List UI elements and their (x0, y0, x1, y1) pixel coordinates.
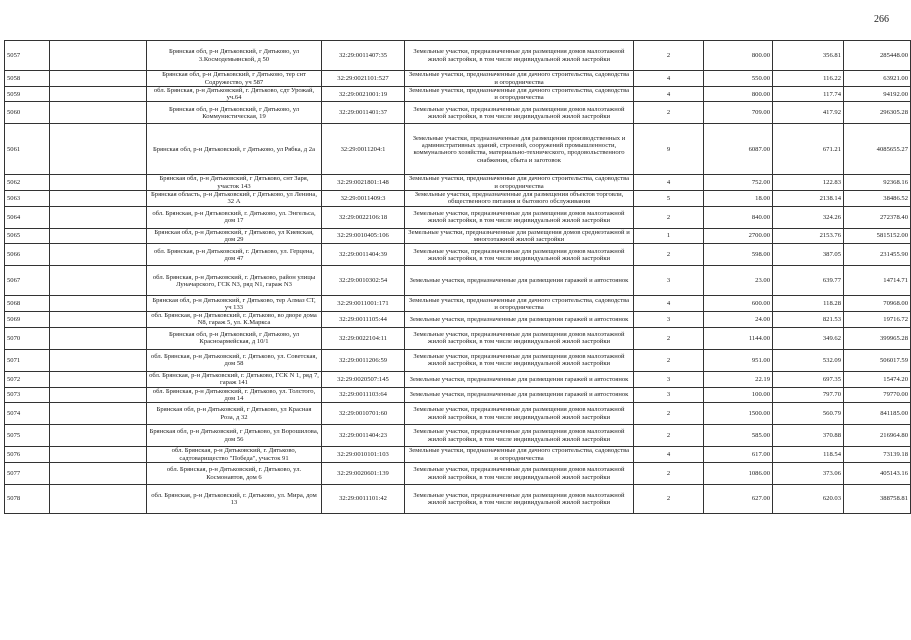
address-cell: обл. Брянская, р-н Дятьковский, г. Дятьково, ул. Советская, дом 58 (147, 349, 322, 371)
cadastral-value-cell: 73139.18 (844, 447, 911, 463)
group-cell: 2 (634, 327, 704, 349)
land-plot-table (4, 40, 911, 514)
land-use-cell: Земельные участки, предназначенные для размещения домов малоэтажной жилой застройки, в том числе индивидуальной жилой застройки (405, 425, 634, 447)
row-number: 5069 (5, 312, 50, 327)
unit-value-cell: 349.62 (773, 327, 844, 349)
land-use-cell: Земельные участки, предназначенные для дачного строительства, садоводства и огородничества (405, 87, 634, 102)
cadastral-value-cell: 285448.00 (844, 41, 911, 71)
cadastral-value-cell: 19716.72 (844, 312, 911, 327)
land-use-cell: Земельные участки, предназначенные для размещения производственных и административных зданий, строений, сооружений промышленности, коммунального хозяйства, материально-технического, продовольственного снабжения, сбыта и заготовок (405, 124, 634, 175)
cadastral-value-cell: 92368.16 (844, 175, 911, 190)
area-cell: 1086.00 (704, 463, 773, 485)
address-cell: Брянская обл, р-н Дятьковский, г Дятьково, ул Коммунистическая, 19 (147, 102, 322, 124)
land-use-cell: Земельные участки, предназначенные для дачного строительства, садоводства и огородничества (405, 71, 634, 87)
cadastral-value-cell: 216964.80 (844, 425, 911, 447)
unit-value-cell: 117.74 (773, 87, 844, 102)
table-row (5, 175, 911, 190)
address-cell: обл. Брянская, р-н Дятьковский, г. Дятьково, ул. Мира, дом 13 (147, 485, 322, 514)
table-row (5, 228, 911, 243)
row-number: 5059 (5, 87, 50, 102)
blank-cell (50, 349, 147, 371)
table-row (5, 41, 911, 71)
cadastral-number-cell: 32:29:0011101:42 (322, 485, 405, 514)
unit-value-cell: 122.83 (773, 175, 844, 190)
address-cell: Брянская обл, р-н Дятьковский, г Дятьково, ул Ворошилова, дом 56 (147, 425, 322, 447)
area-cell: 24.00 (704, 312, 773, 327)
table-row (5, 463, 911, 485)
cadastral-value-cell: 4085655.27 (844, 124, 911, 175)
unit-value-cell: 532.09 (773, 349, 844, 371)
cadastral-value-cell: 94192.00 (844, 87, 911, 102)
row-number: 5076 (5, 447, 50, 463)
cadastral-number-cell: 32:29:0011001:171 (322, 296, 405, 312)
group-cell: 3 (634, 312, 704, 327)
land-use-cell: Земельные участки, предназначенные для размещения домов среднеэтажной и многоэтажной жилой застройки (405, 228, 634, 243)
row-number: 5073 (5, 387, 50, 402)
table-row (5, 447, 911, 463)
group-cell: 4 (634, 447, 704, 463)
address-cell: Брянская обл, р-н Дятьковский, г Дятьково, ул Красноармейская, д 10/1 (147, 327, 322, 349)
cadastral-number-cell: 32:29:0011401:37 (322, 102, 405, 124)
area-cell: 1144.00 (704, 327, 773, 349)
area-cell: 709.00 (704, 102, 773, 124)
table-row (5, 71, 911, 87)
group-cell: 2 (634, 403, 704, 425)
blank-cell (50, 41, 147, 71)
area-cell: 550.00 (704, 71, 773, 87)
table-row (5, 206, 911, 228)
cadastral-number-cell: 32:29:0021101:527 (322, 71, 405, 87)
group-cell: 4 (634, 87, 704, 102)
group-cell: 5 (634, 190, 704, 206)
row-number: 5060 (5, 102, 50, 124)
blank-cell (50, 124, 147, 175)
area-cell: 100.00 (704, 387, 773, 402)
table-row (5, 124, 911, 175)
land-use-cell: Земельные участки, предназначенные для размещения домов малоэтажной жилой застройки, в том числе индивидуальной жилой застройки (405, 102, 634, 124)
blank-cell (50, 403, 147, 425)
blank-cell (50, 87, 147, 102)
unit-value-cell: 2153.76 (773, 228, 844, 243)
group-cell: 2 (634, 41, 704, 71)
cadastral-number-cell: 32:29:0010302:54 (322, 266, 405, 296)
address-cell: Брянская обл, р-н Дятьковский, г Дятьково, ул Киевская, дом 29 (147, 228, 322, 243)
group-cell: 3 (634, 371, 704, 387)
blank-cell (50, 266, 147, 296)
cadastral-number-cell: 32:29:0022106:18 (322, 206, 405, 228)
land-use-cell: Земельные участки, предназначенные для размещения домов малоэтажной жилой застройки, в том числе индивидуальной жилой застройки (405, 463, 634, 485)
address-cell: Брянская обл, р-н Дятьковский, г Дятьково, ул Рябка, д 2а (147, 124, 322, 175)
cadastral-number-cell: 32:29:0011103:64 (322, 387, 405, 402)
table-row (5, 403, 911, 425)
row-number: 5072 (5, 371, 50, 387)
cadastral-value-cell: 15474.20 (844, 371, 911, 387)
address-cell: Брянская обл, р-н Дятьковский, г Дятьково, ул 3.Космодемьянской, д 50 (147, 41, 322, 71)
table-row (5, 387, 911, 402)
area-cell: 22.19 (704, 371, 773, 387)
address-cell: Брянская обл, р-н Дятьковский, г Дятьково, снт Заря, участок 143 (147, 175, 322, 190)
area-cell: 627.00 (704, 485, 773, 514)
unit-value-cell: 324.26 (773, 206, 844, 228)
row-number: 5078 (5, 485, 50, 514)
group-cell: 2 (634, 206, 704, 228)
group-cell: 4 (634, 296, 704, 312)
blank-cell (50, 312, 147, 327)
cadastral-value-cell: 79770.00 (844, 387, 911, 402)
group-cell: 4 (634, 71, 704, 87)
blank-cell (50, 206, 147, 228)
blank-cell (50, 175, 147, 190)
table-row (5, 87, 911, 102)
page-number: 266 (874, 14, 889, 25)
group-cell: 3 (634, 387, 704, 402)
area-cell: 600.00 (704, 296, 773, 312)
unit-value-cell: 697.35 (773, 371, 844, 387)
land-use-cell: Земельные участки, предназначенные для размещения домов малоэтажной жилой застройки, в том числе индивидуальной жилой застройки (405, 349, 634, 371)
table-row (5, 190, 911, 206)
blank-cell (50, 327, 147, 349)
blank-cell (50, 387, 147, 402)
land-use-cell: Земельные участки, предназначенные для размещения домов малоэтажной жилой застройки, в том числе индивидуальной жилой застройки (405, 327, 634, 349)
area-cell: 18.00 (704, 190, 773, 206)
table-body (5, 41, 911, 514)
row-number: 5068 (5, 296, 50, 312)
row-number: 5062 (5, 175, 50, 190)
unit-value-cell: 387.05 (773, 244, 844, 266)
area-cell: 752.00 (704, 175, 773, 190)
group-cell: 1 (634, 228, 704, 243)
blank-cell (50, 190, 147, 206)
cadastral-value-cell: 841185.00 (844, 403, 911, 425)
blank-cell (50, 102, 147, 124)
land-use-cell: Земельные участки, предназначенные для размещения домов малоэтажной жилой застройки, в том числе индивидуальной жилой застройки (405, 485, 634, 514)
area-cell: 598.00 (704, 244, 773, 266)
cadastral-number-cell: 32:29:0011407:35 (322, 41, 405, 71)
unit-value-cell: 797.70 (773, 387, 844, 402)
row-number: 5066 (5, 244, 50, 266)
cadastral-number-cell: 32:29:0011206:59 (322, 349, 405, 371)
unit-value-cell: 417.92 (773, 102, 844, 124)
address-cell: обл. Брянская, р-н Дятьковский, г. Дятьково, ул. Космонавтов, дом 6 (147, 463, 322, 485)
cadastral-number-cell: 32:29:0022104:11 (322, 327, 405, 349)
cadastral-number-cell: 32:29:0020507:145 (322, 371, 405, 387)
cadastral-number-cell: 32:29:0021001:19 (322, 87, 405, 102)
blank-cell (50, 71, 147, 87)
table-row (5, 371, 911, 387)
address-cell: обл. Брянская, р-н Дятьковский, г. Дятьково, ул. Герцена, дом 47 (147, 244, 322, 266)
blank-cell (50, 371, 147, 387)
row-number: 5075 (5, 425, 50, 447)
cadastral-number-cell: 32:29:0020601:139 (322, 463, 405, 485)
row-number: 5074 (5, 403, 50, 425)
area-cell: 840.00 (704, 206, 773, 228)
area-cell: 800.00 (704, 41, 773, 71)
cadastral-value-cell: 63921.00 (844, 71, 911, 87)
cadastral-value-cell: 399965.28 (844, 327, 911, 349)
area-cell: 2700.00 (704, 228, 773, 243)
cadastral-number-cell: 32:29:0010101:103 (322, 447, 405, 463)
area-cell: 617.00 (704, 447, 773, 463)
address-cell: обл. Брянская, р-н Дятьковский, г. Дятьково, садтоварищество "Победа", участок 91 (147, 447, 322, 463)
unit-value-cell: 620.03 (773, 485, 844, 514)
land-use-cell: Земельные участки, предназначенные для размещения домов малоэтажной жилой застройки, в том числе индивидуальной жилой застройки (405, 403, 634, 425)
unit-value-cell: 116.22 (773, 71, 844, 87)
cadastral-number-cell: 32:29:0021801:148 (322, 175, 405, 190)
group-cell: 9 (634, 124, 704, 175)
group-cell: 2 (634, 102, 704, 124)
land-use-cell: Земельные участки, предназначенные для размещения домов малоэтажной жилой застройки, в том числе индивидуальной жилой застройки (405, 244, 634, 266)
group-cell: 2 (634, 463, 704, 485)
unit-value-cell: 639.77 (773, 266, 844, 296)
group-cell: 2 (634, 244, 704, 266)
cadastral-value-cell: 272378.40 (844, 206, 911, 228)
land-use-cell: Земельные участки, предназначенные для размещения домов малоэтажной жилой застройки, в том числе индивидуальной жилой застройки (405, 41, 634, 71)
group-cell: 2 (634, 485, 704, 514)
unit-value-cell: 356.81 (773, 41, 844, 71)
unit-value-cell: 118.28 (773, 296, 844, 312)
group-cell: 2 (634, 349, 704, 371)
table-row (5, 349, 911, 371)
unit-value-cell: 373.06 (773, 463, 844, 485)
cadastral-value-cell: 296305.28 (844, 102, 911, 124)
cadastral-number-cell: 32:29:0010405:106 (322, 228, 405, 243)
group-cell: 4 (634, 175, 704, 190)
address-cell: Брянская обл, р-н Дятьковский, г Дятьково, тер снт Содружество, уч 587 (147, 71, 322, 87)
row-number: 5067 (5, 266, 50, 296)
land-use-cell: Земельные участки, предназначенные для размещения домов малоэтажной жилой застройки, в том числе индивидуальной жилой застройки (405, 206, 634, 228)
cadastral-number-cell: 32:29:0011404:23 (322, 425, 405, 447)
cadastral-number-cell: 32:29:0011204:1 (322, 124, 405, 175)
row-number: 5065 (5, 228, 50, 243)
land-use-cell: Земельные участки, предназначенные для дачного строительства, садоводства и огородничества (405, 175, 634, 190)
unit-value-cell: 370.88 (773, 425, 844, 447)
cadastral-number-cell: 32:29:0011409:3 (322, 190, 405, 206)
land-use-cell: Земельные участки, предназначенные для размещения объектов торговли, общественного питания и бытового обслуживания (405, 190, 634, 206)
row-number: 5071 (5, 349, 50, 371)
row-number: 5077 (5, 463, 50, 485)
row-number: 5063 (5, 190, 50, 206)
area-cell: 951.00 (704, 349, 773, 371)
unit-value-cell: 671.21 (773, 124, 844, 175)
table-row (5, 266, 911, 296)
unit-value-cell: 821.53 (773, 312, 844, 327)
cadastral-value-cell: 506017.59 (844, 349, 911, 371)
cadastral-value-cell: 14714.71 (844, 266, 911, 296)
unit-value-cell: 118.54 (773, 447, 844, 463)
area-cell: 800.00 (704, 87, 773, 102)
cadastral-number-cell: 32:29:0011404:39 (322, 244, 405, 266)
cadastral-value-cell: 388758.81 (844, 485, 911, 514)
land-use-cell: Земельные участки, предназначенные для размещения гаражей и автостоянок (405, 266, 634, 296)
cadastral-value-cell: 38486.52 (844, 190, 911, 206)
group-cell: 2 (634, 425, 704, 447)
blank-cell (50, 296, 147, 312)
cadastral-number-cell: 32:29:0011105:44 (322, 312, 405, 327)
land-use-cell: Земельные участки, предназначенные для дачного строительства, садоводства и огородничества (405, 447, 634, 463)
cadastral-number-cell: 32:29:0010701:60 (322, 403, 405, 425)
unit-value-cell: 2138.14 (773, 190, 844, 206)
unit-value-cell: 560.79 (773, 403, 844, 425)
area-cell: 585.00 (704, 425, 773, 447)
address-cell: Брянская обл, р-н Дятьковский, г Дятьково, тер Алмаз СТ, уч 133 (147, 296, 322, 312)
area-cell: 1500.00 (704, 403, 773, 425)
table-row (5, 296, 911, 312)
group-cell: 3 (634, 266, 704, 296)
blank-cell (50, 447, 147, 463)
table-row (5, 425, 911, 447)
land-use-cell: Земельные участки, предназначенные для размещения гаражей и автостоянок (405, 387, 634, 402)
land-use-cell: Земельные участки, предназначенные для дачного строительства, садоводства и огородничества (405, 296, 634, 312)
cadastral-value-cell: 70968.00 (844, 296, 911, 312)
cadastral-value-cell: 5815152.00 (844, 228, 911, 243)
table-row (5, 485, 911, 514)
address-cell: обл. Брянская, р-н Дятьковский, г. Дятьково, сдт Урожай, уч.64 (147, 87, 322, 102)
address-cell: обл. Брянская, р-н Дятьковский, г. Дятьково, ул. Энгельса, дом 17 (147, 206, 322, 228)
table-row (5, 327, 911, 349)
row-number: 5064 (5, 206, 50, 228)
address-cell: Брянская обл, р-н Дятьковский, г Дятьково, ул Красная Роза, д 32 (147, 403, 322, 425)
blank-cell (50, 228, 147, 243)
area-cell: 6087.00 (704, 124, 773, 175)
address-cell: обл. Брянская, р-н Дятьковский, г. Дятьково, во дворе дома N8, гараж 5, ул. К.Маркса (147, 312, 322, 327)
address-cell: обл. Брянская, р-н Дятьковский, г. Дятьково, район улицы Луначарского, ГСК N3, ряд N1, гараж N3 (147, 266, 322, 296)
land-use-cell: Земельные участки, предназначенные для размещения гаражей и автостоянок (405, 312, 634, 327)
table-row (5, 244, 911, 266)
row-number: 5070 (5, 327, 50, 349)
area-cell: 23.00 (704, 266, 773, 296)
row-number: 5061 (5, 124, 50, 175)
blank-cell (50, 485, 147, 514)
address-cell: Брянская область, р-н Дятьковский, г Дятьково, ул Ленина, 32 А (147, 190, 322, 206)
land-use-cell: Земельные участки, предназначенные для размещения гаражей и автостоянок (405, 371, 634, 387)
blank-cell (50, 244, 147, 266)
blank-cell (50, 463, 147, 485)
address-cell: обл. Брянская, р-н Дятьковский, г. Дятьково, ул. Толстого, дом 14 (147, 387, 322, 402)
cadastral-value-cell: 405143.16 (844, 463, 911, 485)
blank-cell (50, 425, 147, 447)
row-number: 5057 (5, 41, 50, 71)
cadastral-value-cell: 231455.90 (844, 244, 911, 266)
row-number: 5058 (5, 71, 50, 87)
table-row (5, 312, 911, 327)
table-row (5, 102, 911, 124)
address-cell: обл. Брянская, р-н Дятьковский, г. Дятьково, ГСК N 1, ряд 7, гараж 141 (147, 371, 322, 387)
